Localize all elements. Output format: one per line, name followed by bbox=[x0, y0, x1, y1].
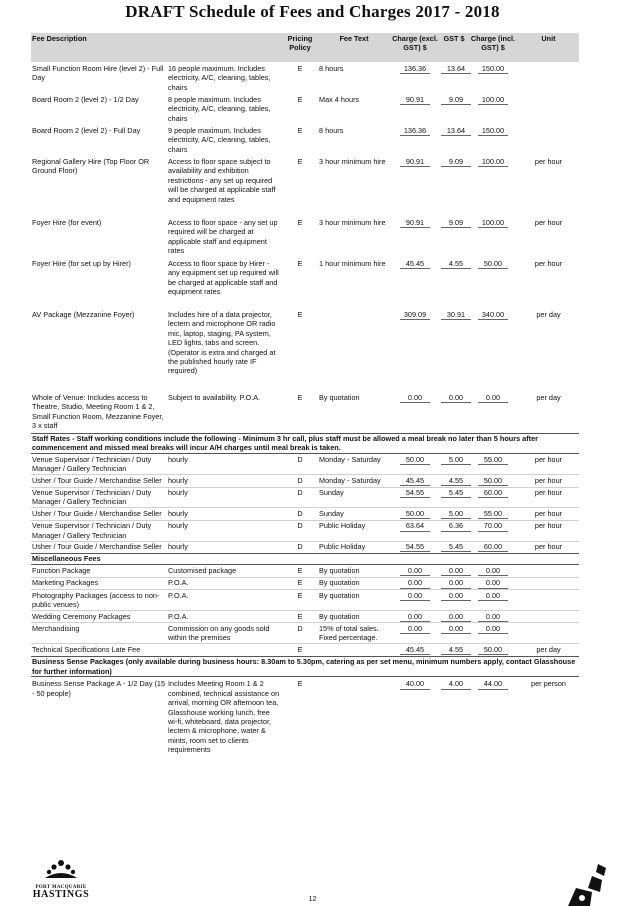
row-gst: 0.00 bbox=[441, 578, 471, 588]
row-detail: Access to floor space subject to availability and exhibition restrictions - any set up required will be charged at applicable staff and equipment rates bbox=[168, 157, 276, 204]
row-charge-excl: 0.00 bbox=[400, 566, 430, 576]
page-title: DRAFT Schedule of Fees and Charges 2017 - 2018 bbox=[125, 2, 500, 21]
row-charge-excl: 0.00 bbox=[400, 624, 430, 634]
row-detail: Access to floor space by Hirer - any equipment set up required will be charged at applicable staff and equipment rates bbox=[168, 259, 279, 297]
section-header-business bbox=[31, 656, 579, 677]
row-unit: per hour bbox=[534, 157, 563, 166]
row-charge-excl: 90.91 bbox=[400, 95, 430, 105]
table-row bbox=[31, 508, 579, 520]
row-fee-text: 3 hour minimum hire bbox=[319, 157, 386, 166]
business-section-title: Business Sense Packages (only available during business hours: 8.30am to 5.30pm, catering as per set menu, minimum numbers apply, contact Glasshouse for further information) bbox=[31, 656, 579, 677]
row-fee-text: Max 4 hours bbox=[319, 95, 360, 104]
row-fee-text: Public Holiday bbox=[319, 542, 366, 552]
row-gst: 13.64 bbox=[441, 64, 471, 74]
row-charge-excl: 0.00 bbox=[400, 578, 430, 588]
row-unit: per hour bbox=[534, 542, 563, 552]
row-charge-incl: 50.00 bbox=[478, 645, 508, 655]
row-gst: 30.91 bbox=[441, 310, 471, 320]
row-policy: D bbox=[282, 508, 318, 520]
row-name: Usher / Tour Guide / Merchandise Seller bbox=[31, 475, 167, 487]
row-unit bbox=[518, 565, 579, 577]
row-detail: hourly bbox=[167, 475, 282, 487]
row-gst: 4.55 bbox=[441, 259, 471, 269]
row-name: Wedding Ceremony Packages bbox=[31, 611, 167, 623]
row-policy: E bbox=[282, 565, 318, 577]
row-charge-incl: 60.00 bbox=[478, 542, 508, 552]
row-charge-incl: 50.00 bbox=[478, 476, 508, 486]
row-charge-incl: 0.00 bbox=[478, 578, 508, 588]
table-row bbox=[31, 124, 579, 155]
row-charge-excl: 45.45 bbox=[400, 476, 430, 486]
row-charge-excl: 136.36 bbox=[400, 126, 430, 136]
row-name: Foyer Hire (for set up by Hirer) bbox=[32, 259, 131, 268]
row-detail: Includes Meeting Room 1 & 2 combined, technical assistance on arrival, morning OR afternoon tea, Glasshouse working lunch, free wi-fi, whiteboard, data projector, lectern & microphone, water & mints, room set to clients requirements bbox=[168, 679, 280, 755]
row-name: Venue Supervisor / Technician / Duty Manager / Gallery Technician bbox=[31, 520, 167, 541]
row-unit: per hour bbox=[534, 218, 563, 227]
staff-section-title: Staff Rates - Staff working conditions include the following - Minimum 3 hr call, plus staff must be allowed a meal break no later than 5 hours after commencement and missed meal breaks will incur A/H charges until meal break is taken. bbox=[31, 433, 579, 454]
row-unit bbox=[518, 590, 579, 611]
row-detail: Customised package bbox=[167, 565, 282, 577]
row-detail: hourly bbox=[167, 487, 282, 508]
row-fee-text: 3 hour minimum hire bbox=[319, 218, 386, 227]
row-gst: 6.36 bbox=[441, 521, 471, 531]
row-charge-incl: 0.00 bbox=[478, 591, 508, 601]
table-row bbox=[31, 391, 579, 433]
row-unit: per hour bbox=[518, 520, 579, 541]
row-charge-excl: 50.00 bbox=[400, 509, 430, 519]
header-pricing-policy: Pricing Policy bbox=[282, 33, 318, 62]
header-charge-incl: Charge (incl. GST) $ bbox=[468, 33, 518, 62]
row-charge-excl: 40.00 bbox=[400, 679, 430, 689]
page-number: 12 bbox=[308, 896, 317, 903]
row-name: AV Package (Mezzanine Foyer) bbox=[32, 310, 135, 319]
row-unit bbox=[518, 611, 579, 623]
row-name: Business Sense Package A - 1/2 Day (15 - 50 people) bbox=[32, 679, 166, 698]
header-gst: GST $ bbox=[440, 33, 468, 62]
row-name: Board Room 2 (level 2) - Full Day bbox=[32, 126, 141, 135]
row-detail: P.O.A. bbox=[167, 611, 282, 623]
row-fee-text: By quotation bbox=[318, 611, 390, 623]
row-policy: D bbox=[282, 475, 318, 487]
row-gst: 5.00 bbox=[441, 509, 471, 519]
row-policy: E bbox=[297, 310, 303, 319]
table-row bbox=[31, 565, 579, 577]
table-row bbox=[31, 644, 579, 656]
row-name: Venue Supervisor / Technician / Duty Manager / Gallery Technician bbox=[31, 454, 167, 475]
row-detail: Commission on any goods sold within the premises bbox=[167, 623, 282, 644]
table-row bbox=[31, 216, 579, 257]
row-fee-text: By quotation bbox=[318, 590, 390, 611]
fees-table bbox=[31, 33, 579, 755]
row-fee-text: By quotation bbox=[319, 393, 360, 402]
header-fee-description: Fee Description bbox=[31, 33, 282, 62]
row-detail: hourly bbox=[168, 542, 188, 552]
row-charge-excl: 90.91 bbox=[400, 218, 430, 228]
row-fee-text: By quotation bbox=[318, 577, 390, 589]
row-gst: 0.00 bbox=[441, 591, 471, 601]
table-row bbox=[31, 93, 579, 124]
section-header-misc bbox=[31, 553, 579, 564]
row-detail: 9 people maximum. Includes electricity, A/C, cleaning, tables, chairs bbox=[168, 126, 271, 154]
row-charge-excl: 54.55 bbox=[400, 542, 430, 552]
row-policy: E bbox=[297, 95, 303, 104]
row-policy: E bbox=[297, 126, 303, 135]
table-row bbox=[31, 677, 579, 755]
row-gst: 5.45 bbox=[441, 542, 471, 552]
row-gst: 9.09 bbox=[441, 157, 471, 167]
row-charge-incl: 0.00 bbox=[478, 612, 508, 622]
row-unit bbox=[518, 93, 579, 124]
table-header bbox=[31, 33, 579, 62]
row-name: Usher / Tour Guide / Merchandise Seller bbox=[31, 508, 167, 520]
row-name: Small Function Room Hire (level 2) - Full Day bbox=[32, 64, 164, 83]
row-fee-text bbox=[318, 644, 390, 656]
row-detail bbox=[167, 644, 282, 656]
row-gst: 9.09 bbox=[441, 95, 471, 105]
row-gst: 13.64 bbox=[441, 126, 471, 136]
section-header-staff bbox=[31, 433, 579, 454]
row-charge-incl: 100.00 bbox=[478, 157, 508, 167]
row-gst: 0.00 bbox=[441, 612, 471, 622]
row-policy: E bbox=[282, 590, 318, 611]
row-unit: per hour bbox=[518, 454, 579, 475]
row-policy: D bbox=[282, 454, 318, 475]
row-policy: D bbox=[282, 520, 318, 541]
row-unit: per hour bbox=[534, 259, 563, 268]
row-detail: 8 people maximum. Includes electricity, A/C, cleaning, tables, chairs bbox=[168, 95, 271, 123]
row-policy: E bbox=[282, 611, 318, 623]
row-charge-incl: 55.00 bbox=[478, 455, 508, 465]
row-name: Technical Specifications Late Fee bbox=[32, 644, 141, 654]
row-charge-incl: 55.00 bbox=[478, 509, 508, 519]
table-row bbox=[31, 577, 579, 589]
row-charge-excl: 0.00 bbox=[400, 612, 430, 622]
row-gst: 0.00 bbox=[441, 624, 471, 634]
row-detail: Subject to availability. P.O.A. bbox=[168, 393, 261, 402]
row-charge-excl: 54.55 bbox=[400, 488, 430, 498]
row-fee-text: Public Holiday bbox=[318, 520, 390, 541]
row-unit: per person bbox=[531, 679, 566, 689]
row-fee-text: Monday - Saturday bbox=[318, 475, 390, 487]
logo-line2: HASTINGS bbox=[32, 889, 90, 900]
row-gst: 9.09 bbox=[441, 218, 471, 228]
row-charge-excl: 90.91 bbox=[400, 157, 430, 167]
decorative-corner-icon bbox=[562, 862, 606, 906]
row-gst: 4.00 bbox=[441, 679, 471, 689]
row-policy: E bbox=[297, 393, 303, 402]
table-row bbox=[31, 475, 579, 487]
row-charge-incl: 150.00 bbox=[478, 64, 508, 74]
row-charge-incl: 340.00 bbox=[478, 310, 508, 320]
row-gst: 0.00 bbox=[441, 393, 471, 403]
row-fee-text bbox=[318, 308, 390, 391]
row-name: Venue Supervisor / Technician / Duty Manager / Gallery Technician bbox=[31, 487, 167, 508]
row-policy: E bbox=[297, 259, 303, 268]
row-detail: P.O.A. bbox=[167, 577, 282, 589]
row-charge-excl: 0.00 bbox=[400, 393, 430, 403]
council-logo-icon bbox=[41, 858, 81, 880]
row-charge-incl: 50.00 bbox=[478, 259, 508, 269]
row-unit bbox=[518, 577, 579, 589]
row-unit: per hour bbox=[518, 475, 579, 487]
row-policy: D bbox=[282, 623, 318, 644]
row-charge-excl: 63.64 bbox=[400, 521, 430, 531]
table-row bbox=[31, 257, 579, 308]
table-row bbox=[31, 308, 579, 391]
row-detail: hourly bbox=[167, 508, 282, 520]
row-charge-incl: 150.00 bbox=[478, 126, 508, 136]
row-charge-excl: 45.45 bbox=[400, 259, 430, 269]
row-charge-excl: 45.45 bbox=[400, 645, 430, 655]
row-unit: per hour bbox=[518, 508, 579, 520]
row-unit: per day bbox=[536, 310, 561, 319]
row-charge-incl: 0.00 bbox=[478, 624, 508, 634]
header-fee-text: Fee Text bbox=[318, 33, 390, 62]
row-charge-incl: 60.00 bbox=[478, 488, 508, 498]
row-unit: per hour bbox=[518, 487, 579, 508]
header-unit: Unit bbox=[518, 33, 579, 62]
table-row bbox=[31, 590, 579, 611]
row-policy: E bbox=[297, 157, 303, 166]
row-unit: per day bbox=[536, 644, 561, 654]
row-name: Merchandising bbox=[31, 623, 167, 644]
table-row bbox=[31, 541, 579, 553]
table-row bbox=[31, 520, 579, 541]
row-gst: 4.55 bbox=[441, 476, 471, 486]
row-policy: E bbox=[297, 679, 303, 689]
table-row bbox=[31, 611, 579, 623]
table-row bbox=[31, 62, 579, 93]
row-charge-incl: 100.00 bbox=[478, 95, 508, 105]
row-charge-incl: 100.00 bbox=[478, 218, 508, 228]
row-gst: 4.55 bbox=[441, 645, 471, 655]
row-name: Photography Packages (access to non-public venues) bbox=[31, 590, 167, 611]
table-row bbox=[31, 155, 579, 216]
row-name: Whole of Venue: Includes access to Theatre, Studio, Meeting Room 1 & 2, Small Function Room, Mezzanine Foyer, 3 x staff bbox=[32, 393, 164, 431]
row-charge-incl: 0.00 bbox=[478, 566, 508, 576]
row-detail: Includes hire of a data projector, lectern and microphone OR radio mic, laptop, staging, PA system, LED lights, tabs and screen. (Operator is extra and charged at the published hourly rate IF required) bbox=[168, 310, 276, 376]
row-unit bbox=[518, 623, 579, 644]
row-unit bbox=[518, 62, 579, 93]
row-fee-text: Sunday bbox=[318, 508, 390, 520]
row-fee-text: 1 hour minimum hire bbox=[319, 259, 386, 268]
row-charge-incl: 0.00 bbox=[478, 393, 508, 403]
row-detail: hourly bbox=[167, 520, 282, 541]
council-logo bbox=[31, 858, 91, 900]
row-fee-text: 8 hours bbox=[319, 126, 344, 135]
table-row bbox=[31, 454, 579, 475]
row-policy: D bbox=[282, 487, 318, 508]
row-fee-text: 8 hours bbox=[319, 64, 344, 73]
row-policy: E bbox=[282, 577, 318, 589]
row-charge-incl: 44.00 bbox=[478, 679, 508, 689]
row-detail: hourly bbox=[167, 454, 282, 475]
row-fee-text bbox=[318, 677, 390, 755]
row-policy: E bbox=[297, 218, 303, 227]
row-gst: 5.00 bbox=[441, 455, 471, 465]
row-policy: D bbox=[297, 542, 303, 552]
row-charge-excl: 136.36 bbox=[400, 64, 430, 74]
row-name: Usher / Tour Guide / Merchandise Seller bbox=[32, 542, 162, 552]
row-charge-excl: 50.00 bbox=[400, 455, 430, 465]
row-charge-incl: 70.00 bbox=[478, 521, 508, 531]
row-name: Marketing Packages bbox=[31, 577, 167, 589]
row-unit bbox=[518, 124, 579, 155]
logo-line1: PORT MACQUARIE bbox=[35, 885, 87, 890]
row-policy: E bbox=[297, 64, 303, 73]
table-row bbox=[31, 487, 579, 508]
row-name: Regional Gallery Hire (Top Floor OR Ground Floor) bbox=[32, 157, 150, 176]
row-unit: per day bbox=[536, 393, 561, 402]
row-fee-text: Monday - Saturday bbox=[318, 454, 390, 475]
row-detail: 16 people maximum. Includes electricity, A/C, cleaning, tables, chairs bbox=[168, 64, 271, 92]
row-fee-text: 15% of total sales. Fixed percentage. bbox=[318, 623, 390, 644]
row-detail: Access to floor space - any set up required will be charged at applicable staff and equipment rates bbox=[168, 218, 278, 256]
row-name: Board Room 2 (level 2) - 1/2 Day bbox=[32, 95, 139, 104]
row-gst: 5.45 bbox=[441, 488, 471, 498]
row-charge-excl: 0.00 bbox=[400, 591, 430, 601]
row-charge-excl: 309.09 bbox=[400, 310, 430, 320]
misc-section-title: Miscellaneous Fees bbox=[31, 553, 579, 564]
row-policy: E bbox=[297, 644, 303, 654]
header-charge-excl: Charge (excl. GST) $ bbox=[390, 33, 440, 62]
row-name: Function Package bbox=[31, 565, 167, 577]
row-detail: P.O.A. bbox=[167, 590, 282, 611]
row-name: Foyer Hire (for event) bbox=[32, 218, 102, 227]
row-fee-text: Sunday bbox=[318, 487, 390, 508]
row-gst: 0.00 bbox=[441, 566, 471, 576]
row-fee-text: By quotation bbox=[318, 565, 390, 577]
table-row bbox=[31, 623, 579, 644]
